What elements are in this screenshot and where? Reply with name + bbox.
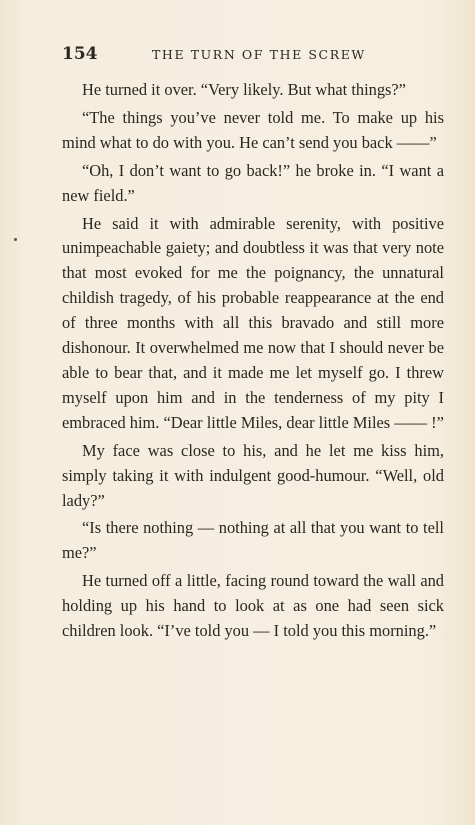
- page-header: [62, 44, 445, 66]
- body-text: [62, 78, 444, 647]
- paragraph: “Oh, I don’t want to go back!” he broke in. “I want a new field.”: [62, 160, 444, 205]
- paragraph: “Is there nothing — nothing at all that you want to tell me?”: [62, 518, 444, 563]
- page-number: 154: [62, 44, 98, 64]
- ink-speck: [14, 238, 17, 241]
- paragraph: He said it with admirable serenity, with positive unimpeachable gaiety; and doubtless it was that very note that most evoked for me the poignancy, the unnatural childish tragedy, of his probable reappearance at the end of three months with all this bravado and still more dishonour. It overwhelmed me now that I should never be able to bear that, and it made me let myself go. I threw myself upon him and in the tenderness of my pity I embraced him. “Dear little Miles, dear little Miles —— !”: [62, 213, 444, 432]
- paragraph: He turned it over. “Very likely. But what things?”: [82, 80, 406, 99]
- paragraph: He turned off a little, facing round toward the wall and holding up his hand to look at as one had seen sick children look. “I’ve told you — I told you this morning.”: [62, 571, 444, 641]
- running-head: THE TURN OF THE SCREW: [152, 47, 366, 62]
- paragraph: My face was close to his, and he let me kiss him, simply taking it with indulgent good-humour. “Well, old lady?”: [62, 440, 444, 510]
- paragraph: “The things you’ve never told me. To make up his mind what to do with you. He can’t send you back ——”: [62, 107, 444, 152]
